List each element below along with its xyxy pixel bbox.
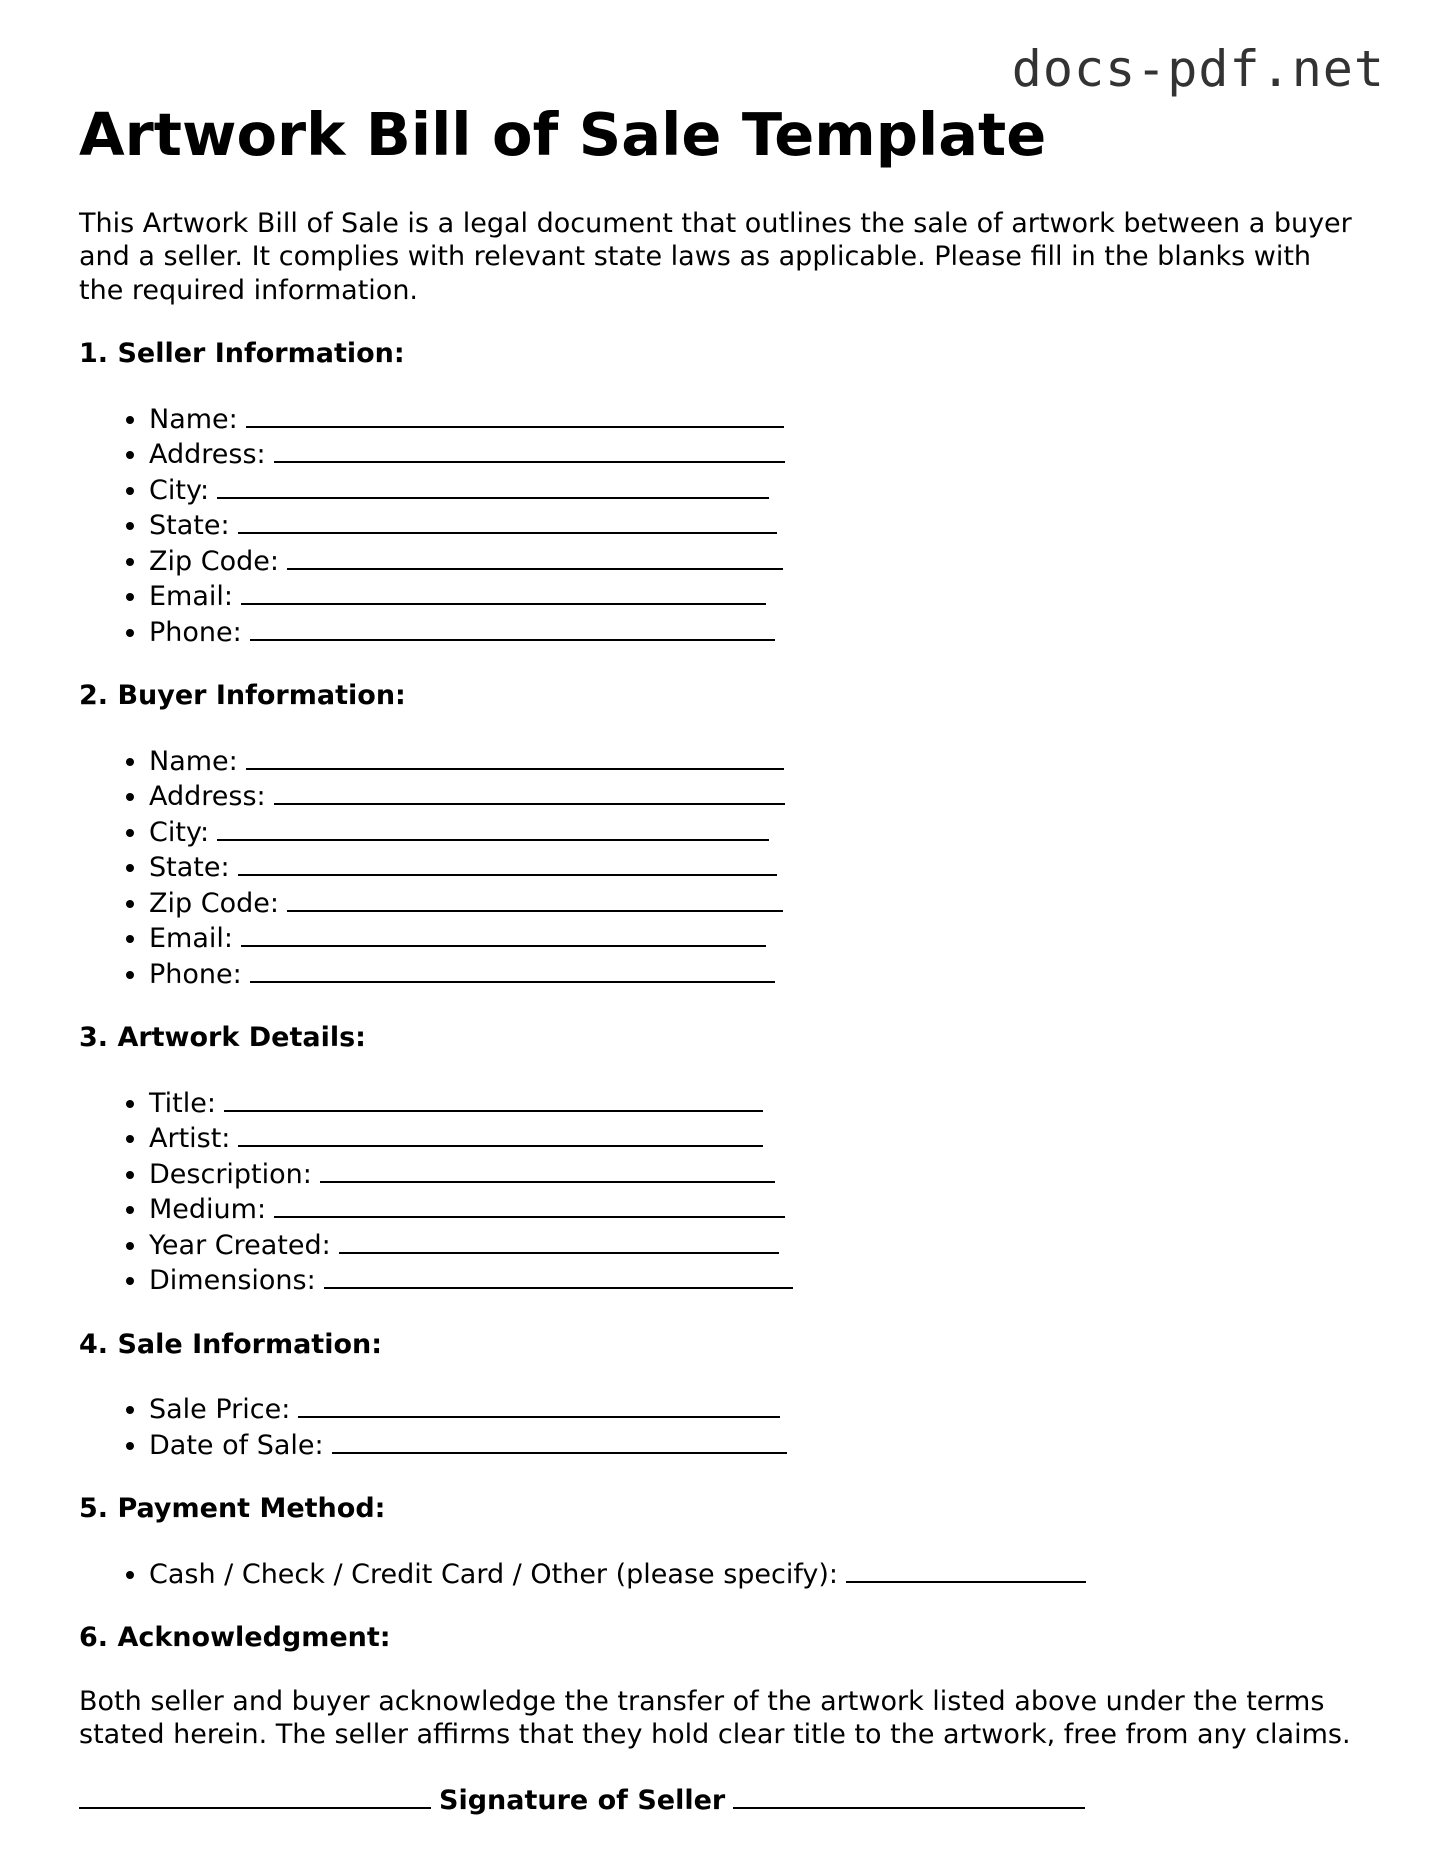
seller-address-item: [149, 436, 1379, 472]
buyer-zip-blank[interactable]: [287, 885, 783, 912]
seller-address-blank[interactable]: [274, 436, 785, 463]
buyer-section-heading: 2. Buyer Information:: [79, 680, 406, 712]
acknowledgment-paragraph: Both seller and buyer acknowledge the transfer of the artwork listed above under the terms stated herein. The seller affirms that they hold clear title to the artwork, free from any claims.: [79, 1685, 1351, 1751]
buyer-email-item: [149, 920, 1379, 956]
artwork-description-item: [149, 1156, 1379, 1192]
watermark: docs-pdf.net: [1011, 40, 1385, 98]
buyer-email-blank[interactable]: [241, 920, 766, 947]
artwork-medium-blank[interactable]: [274, 1191, 785, 1218]
document-page: [79, 100, 1379, 1817]
buyer-city-item: [149, 814, 1379, 850]
seller-state-blank[interactable]: [238, 507, 777, 534]
sale-date-item: [149, 1427, 1379, 1463]
sale-field-list: [79, 1391, 1379, 1462]
seller-city-item: [149, 472, 1379, 508]
field-label: State:: [149, 852, 230, 884]
seller-email-blank[interactable]: [241, 578, 766, 605]
field-label: Medium:: [149, 1194, 267, 1226]
field-label: Year Created:: [149, 1229, 331, 1261]
seller-signature-blank[interactable]: [79, 1782, 431, 1809]
payment-field-list: [79, 1556, 1379, 1592]
field-label: City:: [149, 474, 210, 506]
artwork-medium-item: [149, 1191, 1379, 1227]
field-label: City:: [149, 816, 210, 848]
field-label: Name:: [149, 745, 238, 777]
buyer-name-blank[interactable]: [246, 743, 784, 770]
field-label: Address:: [149, 781, 266, 813]
seller-name-item: [149, 401, 1379, 437]
sale-price-item: [149, 1391, 1379, 1427]
field-label: Date of Sale:: [149, 1429, 324, 1461]
signature-label: Signature of Seller: [439, 1784, 726, 1816]
artwork-artist-item: [149, 1120, 1379, 1156]
artwork-artist-blank[interactable]: [238, 1120, 763, 1147]
document-title: Artwork Bill of Sale Template: [79, 100, 1047, 169]
field-label: Name:: [149, 403, 238, 435]
field-label: Phone:: [149, 958, 242, 990]
buyer-address-blank[interactable]: [274, 778, 785, 805]
field-label: Address:: [149, 439, 266, 471]
buyer-address-item: [149, 778, 1379, 814]
field-label: Email:: [149, 923, 234, 955]
sale-date-blank[interactable]: [332, 1427, 787, 1454]
payment-other-blank[interactable]: [846, 1556, 1086, 1583]
seller-name-blank[interactable]: [246, 401, 784, 428]
artwork-title-item: [149, 1085, 1379, 1121]
seller-date-blank[interactable]: [733, 1782, 1085, 1809]
field-label: Email:: [149, 581, 234, 613]
seller-zip-blank[interactable]: [287, 543, 783, 570]
artwork-dimensions-item: [149, 1262, 1379, 1298]
sale-section-heading: 4. Sale Information:: [79, 1328, 383, 1360]
seller-city-blank[interactable]: [217, 472, 769, 499]
field-label: State:: [149, 510, 230, 542]
buyer-phone-blank[interactable]: [250, 956, 775, 983]
seller-phone-item: [149, 614, 1379, 650]
signature-row: [79, 1782, 1379, 1818]
buyer-phone-item: [149, 956, 1379, 992]
field-label: Phone:: [149, 616, 242, 648]
artwork-year-item: [149, 1227, 1379, 1263]
artwork-field-list: [79, 1085, 1379, 1298]
payment-method-item: [149, 1556, 1379, 1592]
field-label: Description:: [149, 1158, 312, 1190]
sale-price-blank[interactable]: [298, 1391, 780, 1418]
seller-zip-item: [149, 543, 1379, 579]
field-label: Sale Price:: [149, 1394, 291, 1426]
field-label: Zip Code:: [149, 545, 279, 577]
seller-section-heading: 1. Seller Information:: [79, 338, 405, 370]
buyer-zip-item: [149, 885, 1379, 921]
acknowledgment-section-heading: 6. Acknowledgment:: [79, 1622, 391, 1654]
artwork-dimensions-blank[interactable]: [324, 1262, 793, 1289]
field-label: Dimensions:: [149, 1265, 316, 1297]
field-label: Cash / Check / Credit Card / Other (please specify):: [149, 1558, 839, 1590]
intro-paragraph: This Artwork Bill of Sale is a legal document that outlines the sale of artwork between a buyer and a seller. It complies with relevant state laws as applicable. Please fill in the blanks with the required information.: [79, 207, 1352, 306]
buyer-name-item: [149, 743, 1379, 779]
artwork-year-blank[interactable]: [339, 1227, 779, 1254]
seller-email-item: [149, 578, 1379, 614]
buyer-city-blank[interactable]: [217, 814, 769, 841]
field-label: Title:: [149, 1087, 216, 1119]
seller-state-item: [149, 507, 1379, 543]
buyer-state-item: [149, 849, 1379, 885]
artwork-description-blank[interactable]: [320, 1156, 775, 1183]
payment-section-heading: 5. Payment Method:: [79, 1493, 386, 1525]
artwork-section-heading: 3. Artwork Details:: [79, 1022, 366, 1054]
field-label: Zip Code:: [149, 887, 279, 919]
field-label: Artist:: [149, 1123, 231, 1155]
buyer-field-list: [79, 743, 1379, 992]
seller-phone-blank[interactable]: [250, 614, 775, 641]
buyer-state-blank[interactable]: [238, 849, 777, 876]
seller-field-list: [79, 401, 1379, 650]
artwork-title-blank[interactable]: [224, 1085, 763, 1112]
